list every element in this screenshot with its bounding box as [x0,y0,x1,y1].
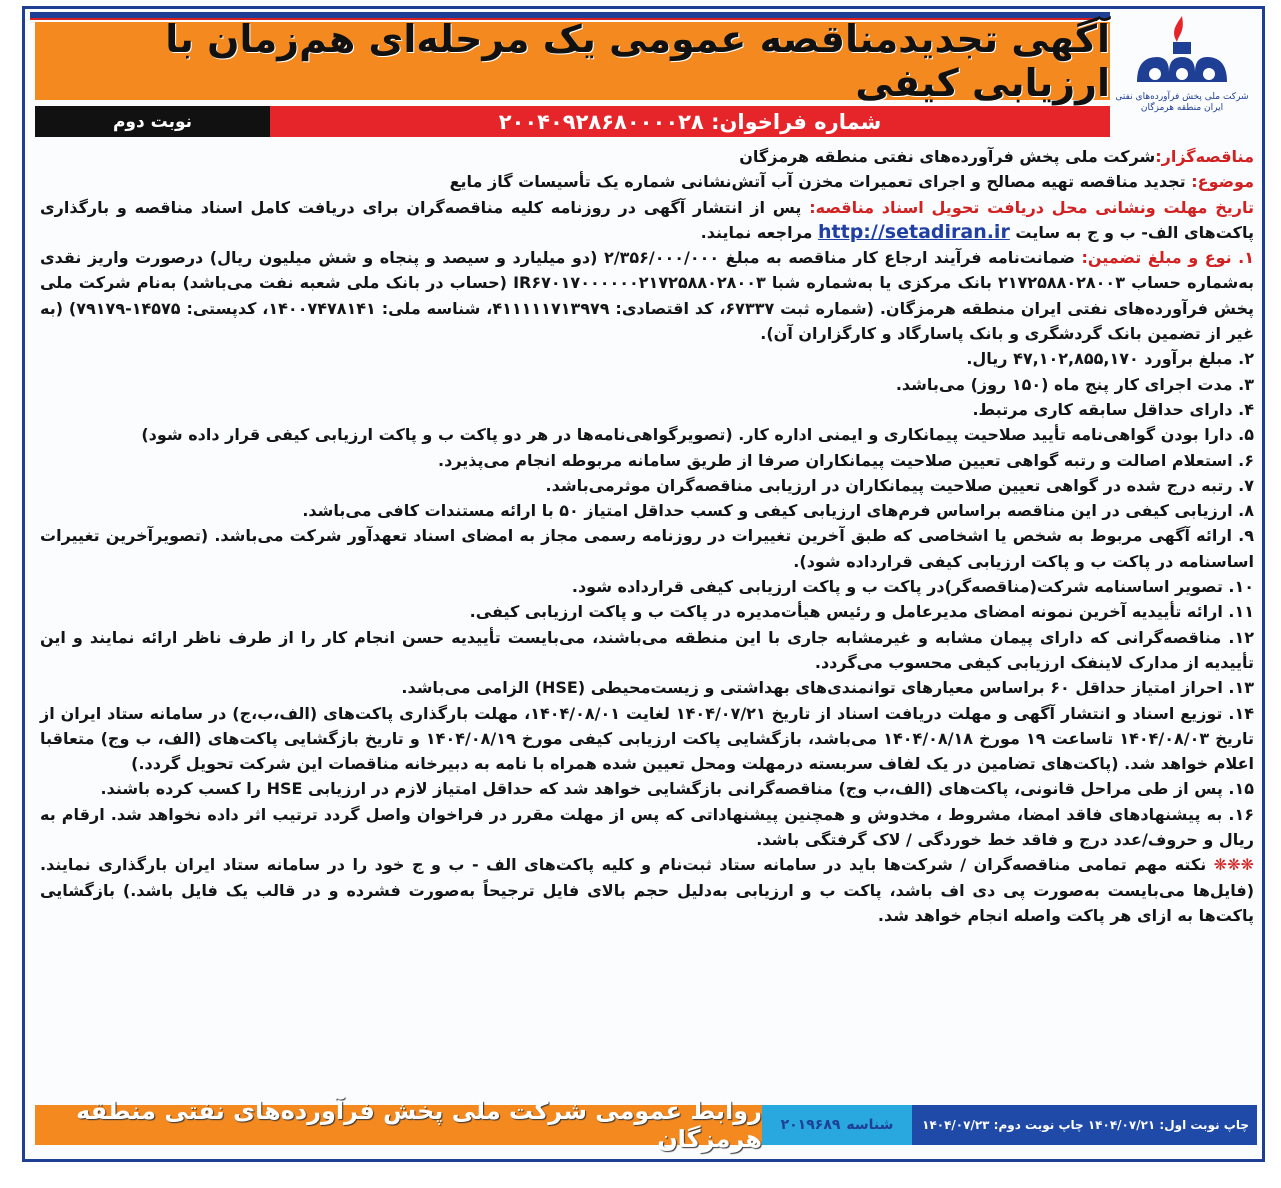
list-item: ۱۳. احراز امتیاز حداقل ۶۰ براساس معیارهای توانمندی‌های بهداشتی و زیست‌محیطی (HSE) الزامی می‌باشد. [401,678,1254,698]
list-item: ۱۴. توزیع اسناد و انتشار آگهی و مهلت دریافت اسناد از تاریخ ۱۴۰۴/۰۷/۲۱ لغایت ۱۴۰۴/۰۸/۰۱، مهلت بارگذاری پاکت‌های (الف،ب،ج) در سامانه ستاد ایران از تاریخ ۱۴۰۴/۰۸/۰۳ تاساعت ۱۹ مورخ ۱۴۰۴/۰۸/۱۸ می‌باشد، بازگشایی پاکت ارزیابی کیفی مورخ ۱۴۰۴/۰۸/۱۹ و تاریخ بازگشایی پاکت‌های (الف، ب وج) متعاقبا اعلام خواهد شد. (پاکت‌های تضامین در یک لفاف سربسته درمهلت ومحل تعیین شده همراه با نامه به دبیرخانه مناقصات این شرکت تحویل گردد.) [40,703,1255,774]
code-value: ۲۰۱۹۶۸۹ [780,1117,841,1133]
list-item: ۴. دارای حداقل سابقه کاری مرتبط. [972,399,1254,419]
list-item: ۹. ارائه آگهی مربوط به شخص یا اشخاصی که طبق آخرین تغییرات در روزنامه رسمی مجاز به امضای اسناد تعهدآور شرکت می‌باشد. (تصویرآخرین تغییرات اساسنامه در پاکت ب و پاکت ارزیابی کیفی قرارداده شود). [40,526,1254,571]
list-item: ۷. رتبه درج شده در گواهی تعیین صلاحیت پیمانکاران در ارزیابی مناقصه‌گران موثرمی‌باشد. [545,475,1254,495]
company-logo [1112,12,1252,130]
tenderer-line [40,144,1254,169]
code-label: شناسه [846,1117,894,1133]
important-note [40,852,1254,928]
note-marker-icon: ❋❋❋ [1213,855,1254,875]
list-item: ۱۱. ارائه تأییدیه آخرین نمونه امضای مدیرعامل و رئیس هیأت‌مدیره در پاکت ب و پاکت ارزیابی کیفی. [469,602,1254,622]
call-number-label: شماره فراخوان: [711,109,882,134]
subject: تجدید مناقصه تهیه مصالح و اجرای تعمیرات مخزن آب آتش‌نشانی شماره یک تأسیسات گاز مایع [449,172,1186,192]
oil-company-logo-icon [1127,12,1237,92]
ad-code [762,1105,912,1145]
deadline-text: پس از انتشار آگهی در روزنامه کلیه مناقصه‌گران برای دریافت کامل اسناد مناقصه و بارگذاری پاکت‌های الف- ب و ج به سایت [40,197,1254,242]
footer-bar [35,1097,1257,1153]
list-item: ۱۵. پس از طی مراحل قانونی، پاکت‌های (الف،ب وج) مناقصه‌گرانی بازگشایی خواهد شد که حداقل امتیاز لازم در ارزیابی HSE را کسب کرده باشند. [100,779,1254,799]
call-number-bar [270,106,1110,137]
deadline-tail: مراجعه نمایند. [700,222,813,242]
list-item: ۸. ارزیابی کیفی در این مناقصه براساس فرم‌های ارزیابی کیفی و کسب حداقل امتیاز ۵۰ با ارائه مستندات کافی می‌باشد. [302,501,1254,521]
deadline-paragraph [40,195,1254,246]
title-banner [35,17,1110,105]
public-relations-signature: روابط عمومی شرکت ملی پخش فرآورده‌های نفتی منطقه هرمزگان [35,1105,762,1145]
deadline-label: تاریخ مهلت ونشانی محل دریافت تحویل اسناد مناقصه: [809,197,1254,217]
list-item: ۲. مبلغ برآورد ۴۷,۱۰۲,۸۵۵,۱۷۰ ریال. [966,349,1254,369]
round-badge: نوبت دوم [35,106,270,137]
list-item: ۱۲. مناقصه‌گرانی که دارای پیمان مشابه و غیرمشابه جاری با این منطقه می‌باشند، می‌بایست تأییدیه حسن انجام کار را از طرف ناظر ارائه نمایند و این تأییدیه از مدارک لاینفک ارزیابی کیفی محسوب می‌گردد. [40,627,1254,672]
subject-line [40,169,1254,194]
list-item: ۵. دارا بودن گواهی‌نامه تأیید صلاحیت پیمانکاری و ایمنی اداره کار. (تصویرگواهی‌نامه‌ها در هر دو پاکت ب و پاکت ارزیابی کیفی قرار داده شود) [141,425,1254,445]
note-text: نکته مهم تمامی مناقصه‌گران / شرکت‌ها باید در سامانه ستاد ثبت‌نام و کلیه پاکت‌های الف - ب و ج خود را در سامانه ستاد ایران بارگذاری نمایند. (فایل‌ها می‌بایست به‌صورت پی دی اف باشد، پاکت ب و ارزیابی به‌دلیل حجم بالای فایل ترجیحاً به‌صورت فشرده و در قالب یک فایل باشد.) بازگشایی پاکت‌ها به ازای هر پاکت واصله انجام خواهد شد. [40,855,1254,925]
list-item: ۱۰. تصویر اساسنامه شرکت(مناقصه‌گر)در پاکت ب و پاکت ارزیابی کیفی قرارداده شود. [571,577,1254,597]
item-1-label: ۱. نوع و مبلغ تضمین: [1081,248,1255,268]
list-item: ۳. مدت اجرای کار پنج ماه (۱۵۰ روز) می‌باشد. [895,374,1254,394]
item-1 [40,245,1254,346]
list-item: ۶. استعلام اصالت و رتبه گواهی تعیین صلاحیت پیمانکاران صرفا از طریق سامانه مربوطه انجام می‌پذیرد. [438,450,1254,470]
call-number: ۲۰۰۴۰۹۲۸۶۸۰۰۰۰۲۸ [498,109,704,134]
ad-title: آگهی تجدیدمناقصه عمومی یک مرحله‌ای هم‌زمان با ارزیابی کیفی [165,17,1110,105]
subject-label: موضوع: [1191,172,1254,192]
logo-caption: شرکت ملی پخش فرآورده‌های نفتی ایران منطقه هرمزگان [1115,92,1249,113]
print-dates: چاپ نوبت اول: ۱۴۰۴/۰۷/۲۱ چاپ نوبت دوم: ۱۴۰۴/۰۷/۲۳ [912,1105,1257,1145]
setadiran-link[interactable]: http://setadiran.ir [818,220,1010,243]
ad-body [40,144,1254,928]
item-1-text: ضمانت‌نامه فرآیند ارجاع کار مناقصه به مبلغ ۲/۳۵۶/۰۰۰/۰۰۰ (دو میلیارد و سیصد و پنجاه و شش میلیون ریال) درصورت واریز نقدی به‌شماره حساب ۲۱۷۲۵۸۸۰۲۸۰۰۳ بانک مرکزی یا به‌شماره شبا IR۶۷۰۱۷۰۰۰۰۰۰۲۱۷۲۵۸۸۰۲۸۰۰۳ (حساب در بانک ملی شعبه نفت می‌باشد) به‌نام شرکت ملی پخش فرآورده‌های نفتی ایران منطقه هرمزگان. (شماره ثبت ۶۷۳۳۷، کد اقتصادی: ۴۱۱۱۱۱۷۱۳۹۷۹، شناسه ملی: ۱۴۰۰۷۴۷۸۱۴۱، کدپستی: ۱۴۵۷۵-۷۹۱۷۹) (به غیر از تضمین بانک گردشگری و بانک پاسارگاد و کارگزاران آن). [40,248,1255,344]
tenderer: شرکت ملی پخش فرآورده‌های نفتی منطقه هرمزگان [739,147,1156,166]
tenderer-label: مناقصه‌گزار: [1155,147,1254,166]
list-item: ۱۶. به پیشنهادهای فاقد امضا، مشروط ، مخدوش و همچنین پیشنهاداتی که پس از مهلت مقرر در فراخوان واصل گردد ترتیب اثر داده نخواهد شد. ارقام به ریال و حروف/عدد درج و فاقد خط خوردگی / لاک گرفتگی باشد. [40,804,1254,850]
